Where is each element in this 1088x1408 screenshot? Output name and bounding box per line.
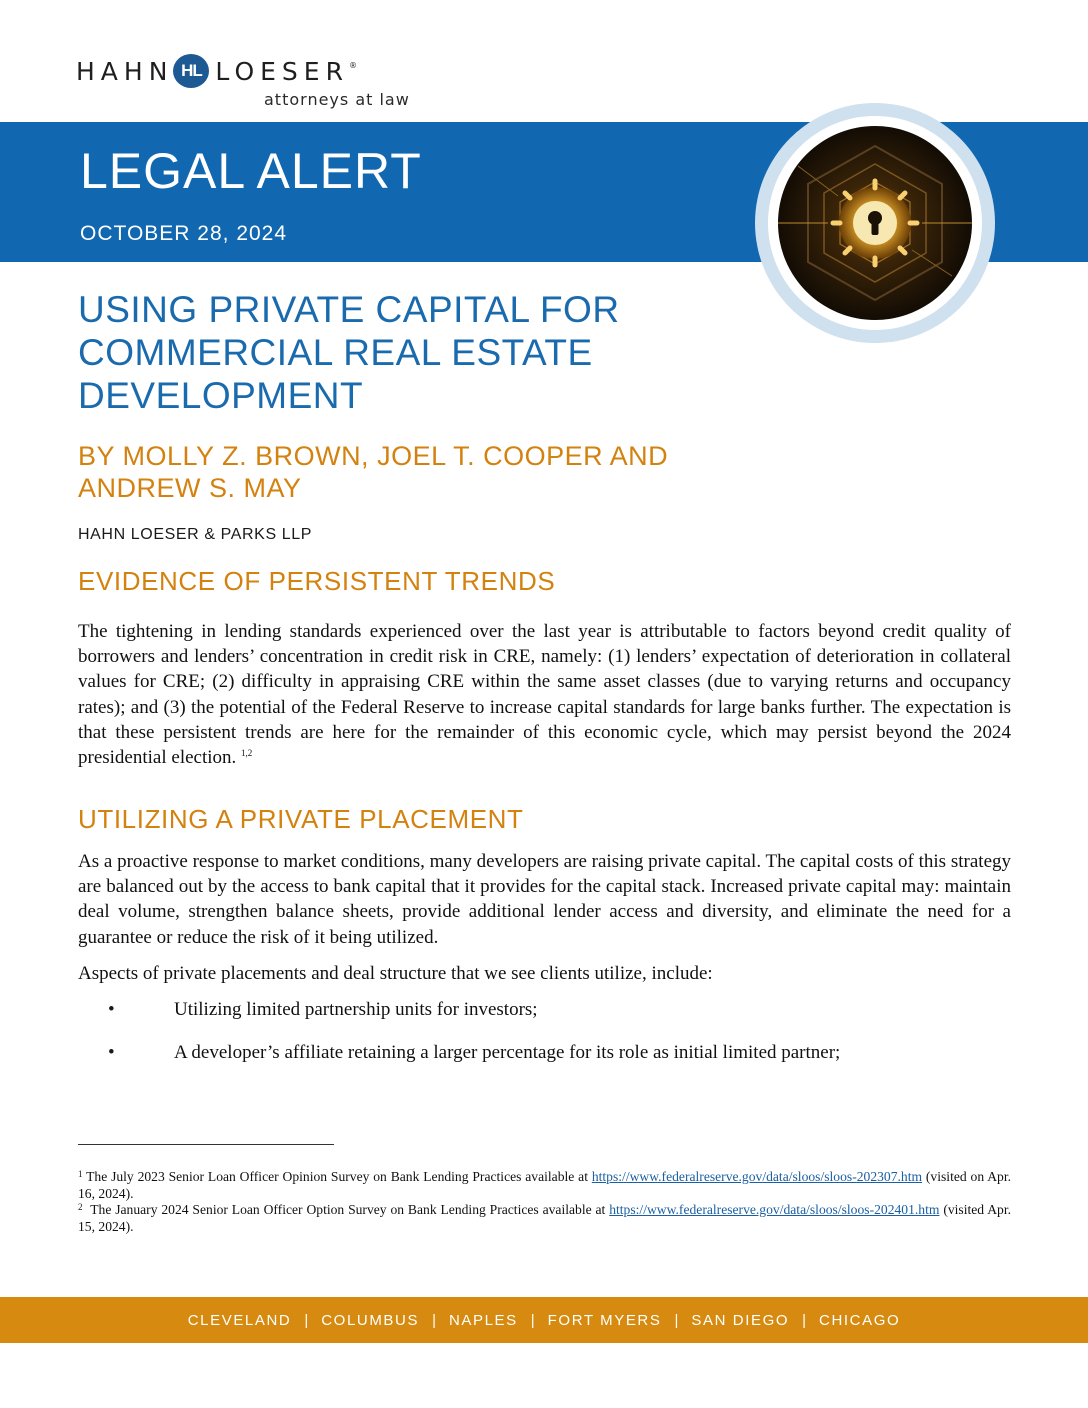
bullet-marker: • — [108, 1042, 115, 1063]
banner-title: LEGAL ALERT — [80, 143, 422, 199]
keyhole-gear-image — [778, 126, 972, 320]
logo-name-right: LOESER — [215, 56, 349, 86]
separator: | — [432, 1311, 436, 1329]
office-fort-myers: FORT MYERS — [547, 1311, 662, 1329]
separator: | — [304, 1311, 309, 1329]
footnote-1: $^1$ The July 2023 Senior Loan Officer Opinion Survey on Bank Lending Practices available at https://www.federalreserve.gov/data/sloos/sloos-202307.htm (visited on Apr. 16, 2024). — [78, 1169, 1011, 1201]
article-title: USING PRIVATE CAPITAL FOR COMMERCIAL REAL ESTATE DEVELOPMENT — [78, 289, 620, 416]
firm-logo — [76, 52, 456, 116]
registered-mark: ® — [348, 60, 357, 70]
section-heading-placement: UTILIZING A PRIVATE PLACEMENT — [78, 804, 524, 834]
footnote-number: 1 — [78, 1169, 83, 1179]
list-item: A developer’s affiliate retaining a larger percentage for its role as initial limited partner; — [174, 1042, 841, 1063]
separator: | — [802, 1311, 807, 1329]
separator: | — [530, 1311, 535, 1329]
publication-date: OCTOBER 28, 2024 — [80, 222, 288, 245]
trends-paragraph: The tightening in lending standards experienced over the last year is attributable to factors beyond credit quality of borrowers and lenders’ concentration in credit risk in CRE, namely: (1) lenders’ expectation of deterioration in collateral values for CRE; (2) difficulty in appraising CRE within the same asset classes (due to varying returns and occupancy rates); and (3) the potential of the Federal Reserve to increase capital standards for large banks further. The expectation is that these persistent trends are here for the remainder of this economic cycle, which may persist beyond the 2024 presidential election. $^{1,2}$ — [78, 621, 1011, 769]
aspects-intro: Aspects of private placements and deal structure that we see clients utilize, include: — [78, 963, 713, 984]
office-cleveland: CLEVELAND — [187, 1311, 292, 1329]
office-san-diego: SAN DIEGO — [691, 1311, 790, 1329]
footnote-link[interactable]: https://www.federalreserve.gov/data/sloos/sloos-202401.htm — [609, 1202, 940, 1217]
footnote-divider — [78, 1144, 334, 1145]
firm-name: HAHN LOESER & PARKS LLP — [78, 526, 313, 543]
separator: | — [674, 1311, 679, 1329]
section-heading-trends: EVIDENCE OF PERSISTENT TRENDS — [78, 566, 556, 596]
footer-office-bar — [0, 1297, 1088, 1343]
placement-paragraph: As a proactive response to market conditions, many developers are raising private capital. The capital costs of this strategy are balanced out by the access to bank capital that it provides for the capital stack. Increased private capital may: maintain deal volume, strengthen balance sheets, provide additional lender access and diversity, and eliminate the need for a guarantee or reduce the risk of it being utilized. — [78, 851, 1011, 948]
footnote-ref[interactable]: 1,2 — [241, 748, 253, 759]
bullet-marker: • — [108, 999, 115, 1020]
office-chicago: CHICAGO — [819, 1311, 901, 1329]
logo-tagline: attorneys at law — [264, 90, 410, 109]
office-columbus: COLUMBUS — [321, 1311, 420, 1329]
list-item: Utilizing limited partnership units for investors; — [174, 999, 538, 1020]
footnote-2: $^2$ The January 2024 Senior Loan Officer Option Survey on Bank Lending Practices available at https://www.federalreserve.gov/data/sloos/sloos-202401.htm (visited Apr. 15, 2024). — [78, 1202, 1011, 1234]
article-authors: BY MOLLY Z. BROWN, JOEL T. COOPER AND ANDREW S. MAY — [78, 441, 669, 503]
footnote-link[interactable]: https://www.federalreserve.gov/data/sloos/sloos-202307.htm — [591, 1169, 923, 1184]
logo-mark-icon: HL — [173, 54, 209, 88]
office-naples: NAPLES — [448, 1311, 518, 1329]
logo-name-left: HAHN — [76, 56, 174, 86]
footnote-number: 2 — [78, 1202, 83, 1212]
logo-wordmark — [76, 54, 357, 88]
